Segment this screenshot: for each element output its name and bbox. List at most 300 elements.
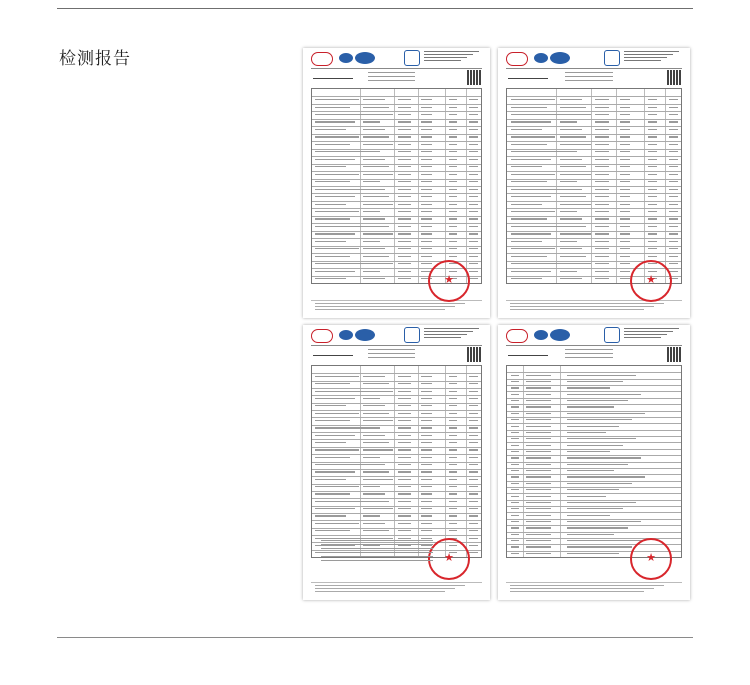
table-cell-text bbox=[363, 435, 384, 436]
table-cell-text bbox=[398, 189, 412, 190]
table-cell-text bbox=[363, 144, 393, 145]
table-cell-text bbox=[595, 159, 609, 160]
ilac-logo-icon bbox=[339, 53, 353, 63]
table-cell-text bbox=[560, 233, 591, 234]
table-cell-text bbox=[398, 181, 412, 182]
table-cell-text bbox=[648, 136, 657, 137]
table-cell-text bbox=[315, 427, 363, 428]
table-cell-text bbox=[620, 226, 631, 227]
table-cell-text bbox=[511, 114, 560, 115]
table-cell-text bbox=[595, 218, 609, 219]
lab-name-line bbox=[624, 54, 673, 55]
table-cell-text bbox=[421, 107, 431, 108]
table-row-rule bbox=[507, 417, 681, 418]
table-cell-text bbox=[363, 508, 393, 509]
table-cell-text bbox=[620, 204, 631, 205]
table-cell-text bbox=[567, 432, 606, 433]
table-cell-text bbox=[315, 391, 363, 392]
table-cell-text bbox=[511, 406, 520, 407]
table-cell-text bbox=[449, 479, 458, 480]
footer-text bbox=[510, 591, 644, 592]
table-cell-text bbox=[526, 387, 551, 388]
table-cell-text bbox=[421, 174, 431, 175]
table-cell-text bbox=[469, 159, 478, 160]
table-row-rule bbox=[312, 111, 481, 112]
footer-rule bbox=[506, 582, 682, 583]
table-cell-text bbox=[398, 420, 412, 421]
table-cell-text bbox=[449, 233, 458, 234]
table-row-rule bbox=[312, 388, 481, 389]
table-cell-text bbox=[315, 493, 350, 494]
table-row-rule bbox=[312, 447, 481, 448]
table-row-rule bbox=[507, 104, 681, 105]
table-cell-text bbox=[526, 419, 551, 420]
table-row-rule bbox=[507, 223, 681, 224]
table-cell-text bbox=[421, 405, 431, 406]
table-cell-text bbox=[469, 256, 478, 257]
table-cell-text bbox=[595, 99, 609, 100]
table-row-rule bbox=[312, 134, 481, 135]
table-row-rule bbox=[507, 474, 681, 475]
table-cell-text bbox=[398, 405, 412, 406]
table-cell-text bbox=[398, 99, 412, 100]
table-cell-text bbox=[648, 114, 657, 115]
table-cell-text bbox=[526, 553, 551, 554]
table-cell-text bbox=[669, 256, 678, 257]
table-cell-text bbox=[398, 383, 412, 384]
table-row-rule bbox=[312, 373, 481, 374]
table-cell-text bbox=[620, 248, 631, 249]
table-cell-text bbox=[315, 218, 350, 219]
table-cell-text bbox=[315, 166, 346, 167]
table-cell-text bbox=[511, 226, 560, 227]
table-cell-text bbox=[595, 263, 609, 264]
table-cell-text bbox=[398, 263, 412, 264]
table-cell-text bbox=[595, 129, 609, 130]
table-cell-text bbox=[567, 515, 610, 516]
table-cell-text bbox=[560, 107, 586, 108]
table-row-rule bbox=[507, 525, 681, 526]
table-cell-text bbox=[560, 196, 586, 197]
table-cell-text bbox=[421, 204, 431, 205]
table-row-rule bbox=[312, 462, 481, 463]
table-cell-text bbox=[526, 432, 551, 433]
cnas-logo-icon bbox=[355, 52, 375, 64]
table-cell-text bbox=[511, 426, 520, 427]
table-cell-text bbox=[449, 457, 458, 458]
table-cell-text bbox=[669, 129, 678, 130]
table-cell-text bbox=[363, 442, 389, 443]
table-cell-text bbox=[648, 121, 657, 122]
report-page-2[interactable] bbox=[498, 48, 690, 318]
table-cell-text bbox=[421, 233, 431, 234]
table-cell-text bbox=[469, 278, 478, 279]
table-cell-text bbox=[526, 381, 551, 382]
table-cell-text bbox=[421, 181, 431, 182]
table-cell-text bbox=[669, 166, 678, 167]
table-cell-text bbox=[669, 248, 678, 249]
table-cell-text bbox=[567, 489, 619, 490]
table-cell-text bbox=[648, 211, 657, 212]
lab-name-line bbox=[624, 331, 673, 332]
table-cell-text bbox=[526, 470, 551, 471]
table-cell-text bbox=[620, 144, 631, 145]
table-row-rule bbox=[507, 385, 681, 386]
table-cell-text bbox=[511, 457, 520, 458]
table-cell-text bbox=[363, 211, 380, 212]
bottom-divider bbox=[57, 637, 693, 638]
table-row-rule bbox=[507, 430, 681, 431]
table-cell-text bbox=[511, 263, 560, 264]
table-row-rule bbox=[507, 179, 681, 180]
table-cell-text bbox=[567, 546, 632, 547]
table-cell-text bbox=[363, 256, 389, 257]
table-cell-text bbox=[449, 376, 458, 377]
table-cell-text bbox=[398, 471, 412, 472]
report-page-3[interactable] bbox=[303, 325, 490, 600]
table-cell-text bbox=[648, 129, 657, 130]
table-row-rule bbox=[312, 454, 481, 455]
table-cell-text bbox=[398, 427, 412, 428]
table-cell-text bbox=[669, 189, 678, 190]
table-row-rule bbox=[312, 520, 481, 521]
table-cell-text bbox=[398, 226, 412, 227]
table-cell-text bbox=[449, 181, 458, 182]
table-cell-text bbox=[363, 398, 380, 399]
accreditation-logos bbox=[506, 329, 586, 343]
table-cell-text bbox=[315, 471, 354, 472]
table-cell-text bbox=[398, 204, 412, 205]
table-cell-text bbox=[511, 181, 547, 182]
table-cell-text bbox=[511, 489, 520, 490]
table-cell-text bbox=[449, 471, 458, 472]
table-cell-text bbox=[315, 413, 359, 414]
table-cell-text bbox=[560, 114, 591, 115]
table-row-rule bbox=[507, 126, 681, 127]
ilac-logo-icon bbox=[339, 330, 353, 340]
table-cell-text bbox=[398, 211, 412, 212]
table-cell-text bbox=[511, 515, 520, 516]
table-cell-text bbox=[526, 483, 551, 484]
table-cell-text bbox=[526, 546, 551, 547]
table-cell-text bbox=[567, 375, 637, 376]
cnas-logo-icon bbox=[550, 52, 570, 64]
report-number-line bbox=[313, 78, 353, 79]
table-cell-text bbox=[315, 271, 354, 272]
table-row-rule bbox=[312, 149, 481, 150]
table-cell-text bbox=[469, 545, 478, 546]
table-cell-text bbox=[595, 196, 609, 197]
report-page-4[interactable] bbox=[498, 325, 690, 600]
report-page-1[interactable] bbox=[303, 48, 490, 318]
table-cell-text bbox=[526, 521, 551, 522]
table-cell-text bbox=[449, 530, 458, 531]
table-cell-text bbox=[469, 166, 478, 167]
qr-code-icon bbox=[467, 347, 482, 362]
table-cell-text bbox=[398, 271, 412, 272]
table-cell-text bbox=[560, 189, 582, 190]
table-cell-text bbox=[469, 99, 478, 100]
table-row-rule bbox=[312, 425, 481, 426]
table-cell-text bbox=[620, 151, 631, 152]
table-cell-text bbox=[449, 442, 458, 443]
table-row-rule bbox=[507, 379, 681, 380]
table-cell-text bbox=[449, 226, 458, 227]
table-cell-text bbox=[526, 406, 551, 407]
table-cell-text bbox=[567, 534, 615, 535]
table-cell-text bbox=[398, 121, 412, 122]
table-cell-text bbox=[595, 226, 609, 227]
table-cell-text bbox=[469, 405, 478, 406]
report-number-line bbox=[508, 355, 548, 356]
table-cell-text bbox=[363, 471, 389, 472]
table-cell-text bbox=[526, 375, 551, 376]
table-cell-text bbox=[511, 451, 520, 452]
table-cell-text bbox=[398, 159, 412, 160]
table-row-rule bbox=[507, 96, 681, 97]
table-cell-text bbox=[669, 99, 678, 100]
table-cell-text bbox=[421, 189, 431, 190]
table-cell-text bbox=[511, 419, 520, 420]
table-cell-text bbox=[398, 523, 412, 524]
notes-line bbox=[321, 556, 433, 557]
table-cell-text bbox=[315, 129, 346, 130]
table-cell-text bbox=[469, 449, 478, 450]
table-cell-text bbox=[526, 394, 551, 395]
table-row-rule bbox=[507, 436, 681, 437]
report-info-line bbox=[565, 72, 613, 73]
table-cell-text bbox=[421, 151, 431, 152]
table-cell-text bbox=[620, 121, 631, 122]
table-cell-text bbox=[648, 196, 657, 197]
table-row-rule bbox=[312, 410, 481, 411]
table-cell-text bbox=[363, 181, 380, 182]
table-cell-text bbox=[469, 174, 478, 175]
table-cell-text bbox=[449, 159, 458, 160]
table-cell-text bbox=[469, 151, 478, 152]
table-cell-text bbox=[595, 121, 609, 122]
table-cell-text bbox=[620, 241, 631, 242]
table-cell-text bbox=[567, 527, 628, 528]
table-row-rule bbox=[312, 535, 481, 536]
table-cell-text bbox=[560, 136, 586, 137]
table-cell-text bbox=[511, 387, 520, 388]
ilac-logo-icon bbox=[534, 53, 548, 63]
table-row-rule bbox=[507, 111, 681, 112]
table-row-rule bbox=[507, 164, 681, 165]
table-cell-text bbox=[648, 181, 657, 182]
table-cell-text bbox=[315, 398, 354, 399]
table-cell-text bbox=[363, 218, 384, 219]
table-cell-text bbox=[398, 376, 412, 377]
lab-name-line bbox=[624, 60, 661, 61]
table-cell-text bbox=[669, 159, 678, 160]
table-cell-text bbox=[363, 121, 380, 122]
section-title: 检测报告 bbox=[59, 49, 131, 69]
table-cell-text bbox=[469, 383, 478, 384]
table-cell-text bbox=[469, 241, 478, 242]
table-cell-text bbox=[511, 470, 520, 471]
inspection-seal-icon bbox=[428, 260, 470, 302]
table-cell-text bbox=[526, 413, 551, 414]
table-cell-text bbox=[511, 278, 543, 279]
notes-line bbox=[321, 540, 433, 541]
table-cell-text bbox=[511, 381, 520, 382]
accreditation-logos bbox=[311, 329, 391, 343]
table-cell-text bbox=[363, 530, 389, 531]
table-cell-text bbox=[560, 263, 591, 264]
table-cell-text bbox=[315, 486, 359, 487]
table-cell-text bbox=[421, 442, 431, 443]
table-cell-text bbox=[669, 233, 678, 234]
table-cell-text bbox=[648, 233, 657, 234]
table-cell-text bbox=[363, 538, 393, 539]
notes-line bbox=[321, 552, 433, 553]
table-cell-text bbox=[315, 405, 346, 406]
table-row-rule bbox=[507, 462, 681, 463]
table-cell-text bbox=[363, 486, 380, 487]
table-cell-text bbox=[421, 383, 431, 384]
table-cell-text bbox=[315, 174, 359, 175]
table-cell-text bbox=[511, 375, 520, 376]
table-cell-text bbox=[567, 464, 628, 465]
table-row-rule bbox=[312, 417, 481, 418]
report-info-line bbox=[565, 76, 613, 77]
table-cell-text bbox=[648, 241, 657, 242]
table-cell-text bbox=[363, 464, 384, 465]
report-info-line bbox=[565, 353, 613, 354]
table-cell-text bbox=[469, 530, 478, 531]
notes-line bbox=[321, 560, 433, 561]
table-cell-text bbox=[449, 129, 458, 130]
table-row-rule bbox=[507, 201, 681, 202]
table-row-rule bbox=[507, 398, 681, 399]
table-cell-text bbox=[511, 248, 556, 249]
table-row-rule bbox=[507, 134, 681, 135]
table-cell-text bbox=[363, 99, 384, 100]
table-cell-text bbox=[469, 271, 478, 272]
table-cell-text bbox=[421, 391, 431, 392]
table-cell-text bbox=[469, 218, 478, 219]
table-cell-text bbox=[398, 457, 412, 458]
table-row-rule bbox=[507, 532, 681, 533]
report-number-line bbox=[313, 355, 353, 356]
table-cell-text bbox=[669, 136, 678, 137]
table-cell-text bbox=[560, 271, 578, 272]
lab-name-line bbox=[424, 328, 479, 329]
table-cell-text bbox=[315, 114, 363, 115]
footer-text bbox=[510, 303, 664, 304]
table-cell-text bbox=[595, 211, 609, 212]
table-cell-text bbox=[595, 233, 609, 234]
table-cell-text bbox=[363, 427, 380, 428]
table-cell-text bbox=[469, 523, 478, 524]
table-cell-text bbox=[567, 457, 641, 458]
notes-line bbox=[321, 548, 433, 549]
table-cell-text bbox=[363, 391, 393, 392]
table-cell-text bbox=[398, 129, 412, 130]
table-cell-text bbox=[315, 515, 346, 516]
table-cell-text bbox=[421, 166, 431, 167]
table-cell-text bbox=[315, 181, 350, 182]
lab-name-line bbox=[424, 57, 467, 58]
table-row-rule bbox=[507, 119, 681, 120]
table-cell-text bbox=[511, 136, 556, 137]
table-cell-text bbox=[315, 233, 354, 234]
table-cell-text bbox=[363, 515, 380, 516]
table-cell-text bbox=[560, 204, 591, 205]
table-cell-text bbox=[469, 435, 478, 436]
table-cell-text bbox=[363, 405, 384, 406]
table-cell-text bbox=[421, 248, 431, 249]
table-row-rule bbox=[507, 238, 681, 239]
table-cell-text bbox=[620, 263, 631, 264]
table-cell-text bbox=[363, 233, 393, 234]
table-cell-text bbox=[511, 189, 560, 190]
top-divider bbox=[57, 8, 693, 9]
table-cell-text bbox=[560, 278, 582, 279]
table-cell-text bbox=[620, 174, 631, 175]
table-cell-text bbox=[511, 496, 520, 497]
table-row-rule bbox=[312, 432, 481, 433]
table-row-rule bbox=[507, 487, 681, 488]
table-cell-text bbox=[469, 479, 478, 480]
table-row-rule bbox=[312, 513, 481, 514]
table-cell-text bbox=[648, 218, 657, 219]
table-cell-text bbox=[469, 233, 478, 234]
inspection-seal-icon bbox=[630, 260, 672, 302]
table-cell-text bbox=[363, 241, 380, 242]
table-cell-text bbox=[595, 256, 609, 257]
table-cell-text bbox=[421, 144, 431, 145]
table-cell-text bbox=[526, 508, 551, 509]
table-cell-text bbox=[449, 99, 458, 100]
table-cell-text bbox=[363, 493, 384, 494]
table-cell-text bbox=[560, 166, 586, 167]
table-cell-text bbox=[315, 107, 350, 108]
table-cell-text bbox=[511, 121, 551, 122]
table-cell-text bbox=[398, 256, 412, 257]
table-cell-text bbox=[421, 493, 431, 494]
table-row-rule bbox=[507, 156, 681, 157]
table-cell-text bbox=[363, 136, 389, 137]
table-cell-text bbox=[315, 508, 354, 509]
table-cell-text bbox=[620, 159, 631, 160]
table-cell-text bbox=[421, 413, 431, 414]
header-rule bbox=[311, 345, 482, 346]
table-row-rule bbox=[312, 238, 481, 239]
table-cell-text bbox=[449, 405, 458, 406]
table-cell-text bbox=[511, 508, 520, 509]
table-cell-text bbox=[449, 204, 458, 205]
table-cell-text bbox=[469, 427, 478, 428]
report-info-line bbox=[368, 72, 415, 73]
table-cell-text bbox=[469, 107, 478, 108]
lab-name-line bbox=[424, 334, 467, 335]
table-cell-text bbox=[315, 457, 350, 458]
table-row-rule bbox=[312, 231, 481, 232]
table-cell-text bbox=[469, 248, 478, 249]
table-cell-text bbox=[669, 121, 678, 122]
table-cell-text bbox=[620, 196, 631, 197]
table-cell-text bbox=[315, 263, 363, 264]
table-cell-text bbox=[449, 114, 458, 115]
table-cell-text bbox=[511, 233, 551, 234]
table-row-rule bbox=[312, 164, 481, 165]
table-row-rule bbox=[312, 476, 481, 477]
accreditation-logos bbox=[506, 52, 586, 66]
header-rule bbox=[506, 68, 682, 69]
